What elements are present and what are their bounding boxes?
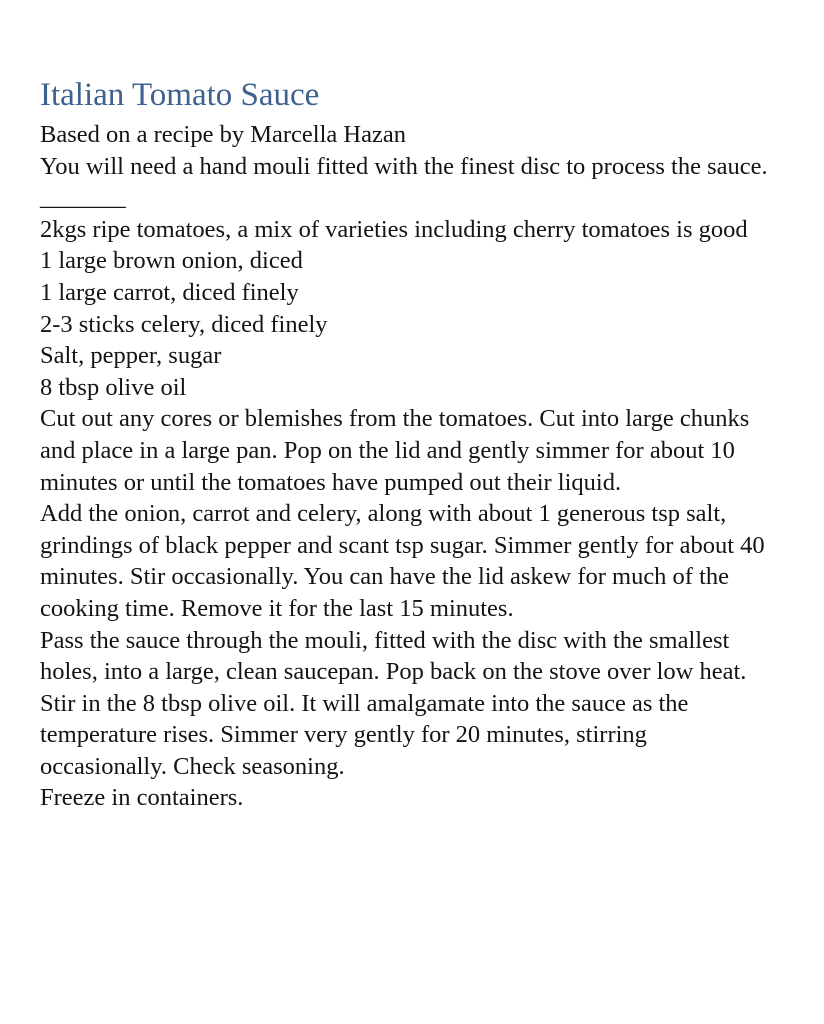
ingredient-item: 1 large carrot, diced finely: [40, 278, 299, 306]
method-step: Cut out any cores or blemishes from the tomatoes. Cut into large chunks and place in a large pan. Pop on the lid and gently simmer for about 10 minutes or until the tomatoes have pumped out their liquid.: [40, 405, 756, 496]
method-step: Freeze in containers.: [40, 784, 244, 812]
method-step: Add the onion, carrot and celery, along with about 1 generous tsp salt, grindings of black pepper and scant tsp sugar. Simmer gently for about 40 minutes. Stir occasionally. You can have the lid askew for much of the cooking time. Remove it for the last 15 minutes.: [40, 500, 771, 622]
ingredient-item: 2-3 sticks celery, diced finely: [40, 310, 328, 338]
ingredient-list: [40, 214, 770, 404]
equipment-note: You will need a hand mouli fitted with the finest disc to process the sauce.: [40, 152, 768, 180]
ingredient-item: 8 tbsp olive oil: [40, 373, 187, 401]
recipe-title: Italian Tomato Sauce: [40, 77, 320, 113]
ingredient-item: 1 large brown onion, diced: [40, 247, 303, 275]
section-separator: _______: [40, 184, 126, 212]
recipe-document: [40, 74, 770, 814]
method-step: Pass the sauce through the mouli, fitted with the disc with the smallest holes, into a large, clean saucepan. Pop back on the stove over low heat. Stir in the 8 tbsp olive oil. It will amalgamate into the sauce as the temperature rises. Simmer very gently for 20 minutes, stirring occasionally. Check seasoning.: [40, 626, 753, 780]
recipe-attribution: Based on a recipe by Marcella Hazan: [40, 121, 406, 148]
ingredient-item: Salt, pepper, sugar: [40, 342, 222, 370]
ingredient-item: 2kgs ripe tomatoes, a mix of varieties including cherry tomatoes is good: [40, 215, 748, 243]
method-steps: [40, 403, 770, 814]
